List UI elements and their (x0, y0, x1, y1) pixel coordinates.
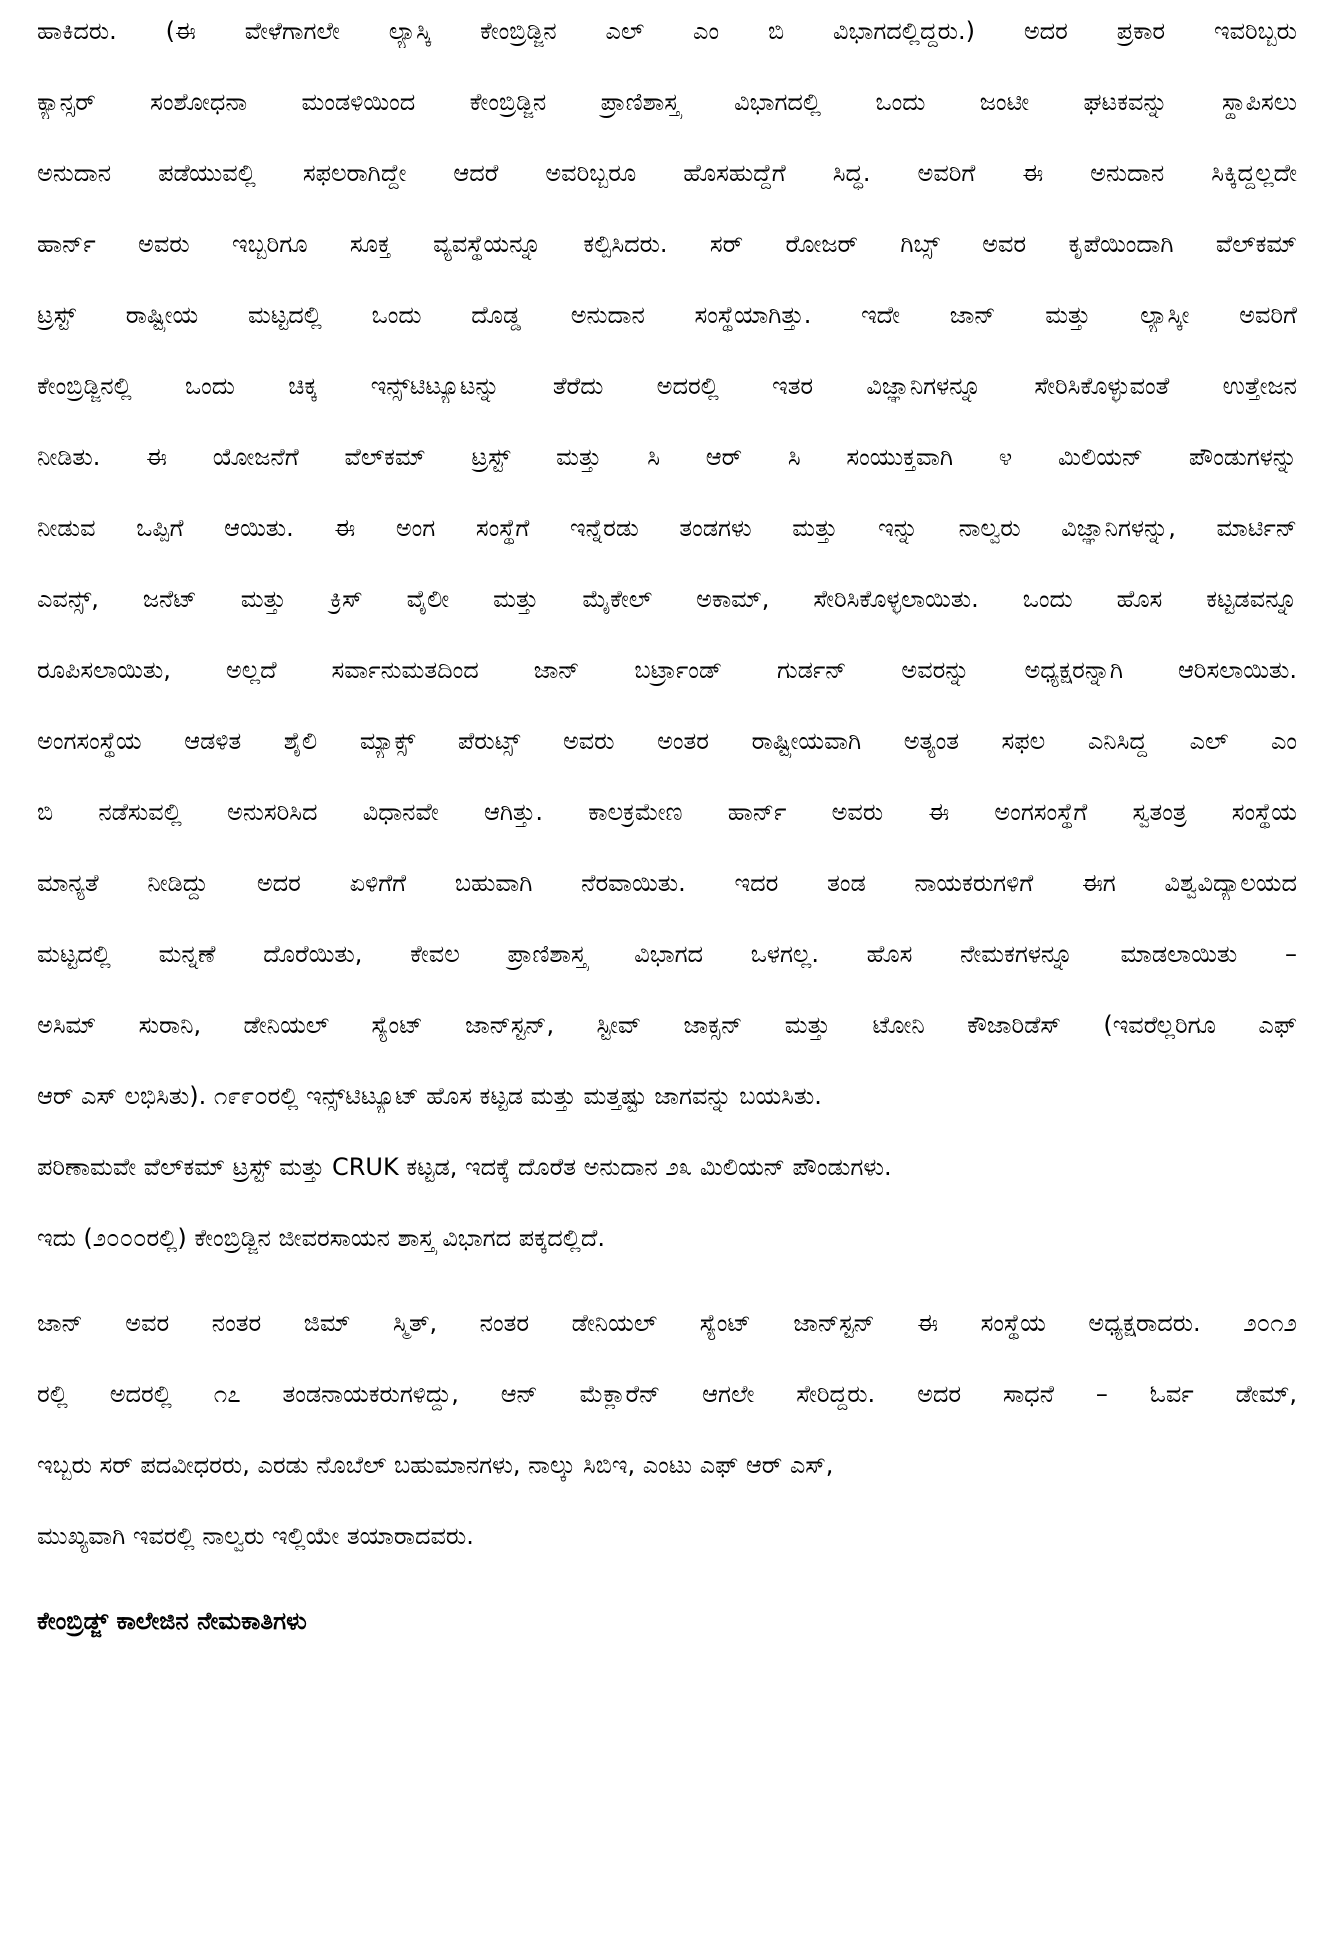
paragraph-1-line-15: ಅಸಿಮ್ ಸುರಾನಿ, ಡೇನಿಯಲ್ ಸ್ಯೆಂಟ್ ಜಾನ್‌ಸ್ಟನ್, ಸ್ಟೀವ್ ಜಾಕ್ಸನ್ ಮತ್ತು ಟೋನಿ ಕೌಜಾರಿಡೆಸ್ (ಇವರೆಲ್ಲರಿಗೂ ಎಫ್ (37, 1011, 1297, 1039)
paragraph-1-line-9: ಎವನ್ಸ್, ಜನೆಟ್ ಮತ್ತು ಕ್ರಿಸ್ ವೈಲೀ ಮತ್ತು ಮೈಕೇಲ್ ಅಕಾಮ್, ಸೇರಿಸಿಕೊಳ್ಳಲಾಯಿತು. ಒಂದು ಹೊಸ ಕಟ್ಟಡವನ್ನೂ (37, 585, 1297, 613)
paragraph-1-line-13: ಮಾನ್ಯತೆ ನೀಡಿದ್ದು ಅದರ ಏಳಿಗೆಗೆ ಬಹುವಾಗಿ ನೆರವಾಯಿತು. ಇದರ ತಂಡ ನಾಯಕರುಗಳಿಗೆ ಈಗ ವಿಶ್ವವಿದ್ಯಾಲಯದ (37, 869, 1297, 897)
paragraph-2-line-4: ಮುಖ್ಯವಾಗಿ ಇವರಲ್ಲಿ ನಾಲ್ವರು ಇಲ್ಲಿಯೇ ತಯಾರಾದವರು. (37, 1522, 474, 1550)
paragraph-1-line-6: ಕೇಂಬ್ರಿಡ್ಜಿನಲ್ಲಿ ಒಂದು ಚಿಕ್ಕ ಇನ್ಸ್‌ಟಿಟ್ಯೂಟನ್ನು ತೆರೆದು ಅದರಲ್ಲಿ ಇತರ ವಿಜ್ಞಾನಿಗಳನ್ನೂ ಸೇರಿಸಿಕೊಳ್ಳುವಂತೆ ಉತ್ತೇಜನ (37, 372, 1297, 400)
paragraph-2-line-3: ಇಬ್ಬರು ಸರ್ ಪದವೀಧರರು, ಎರಡು ನೊಬೆಲ್ ಬಹುಮಾನಗಳು, ನಾಲ್ಕು ಸಿಬಿಇ, ಎಂಟು ಎಫ್ ಆರ್ ಎಸ್, (37, 1451, 834, 1479)
paragraph-1-line-1: ಹಾಕಿದರು. (ಈ ವೇಳೆಗಾಗಲೇ ಲ್ಯಾಸ್ಕಿ ಕೇಂಬ್ರಿಡ್ಜಿನ ಎಲ್ ಎಂ ಬಿ ವಿಭಾಗದಲ್ಲಿದ್ದರು.) ಅದರ ಪ್ರಕಾರ ಇವರಿಬ್ಬರು (37, 17, 1297, 45)
paragraph-1-line-2: ಕ್ಯಾನ್ಸರ್ ಸಂಶೋಧನಾ ಮಂಡಳಿಯಿಂದ ಕೇಂಬ್ರಿಡ್ಜಿನ ಪ್ರಾಣಿಶಾಸ್ತ್ರ ವಿಭಾಗದಲ್ಲಿ ಒಂದು ಜಂಟೀ ಘಟಕವನ್ನು ಸ್ಥಾಪಿಸಲು (37, 88, 1297, 116)
paragraph-2-line-2: ರಲ್ಲಿ ಅದರಲ್ಲಿ ೧೭ ತಂಡನಾಯಕರುಗಳಿದ್ದು, ಆನ್ ಮೆಕ್ಲಾರೆನ್ ಆಗಲೇ ಸೇರಿದ್ದರು. ಅದರ ಸಾಧನೆ – ಓರ್ವ ಡೇಮ್, (37, 1380, 1297, 1408)
paragraph-1-line-11: ಅಂಗಸಂಸ್ಥೆಯ ಆಡಳಿತ ಶೈಲಿ ಮ್ಯಾಕ್ಸ್ ಪೆರುಟ್ಸ್ ಅವರು ಅಂತರ ರಾಷ್ಟ್ರೀಯವಾಗಿ ಅತ್ಯಂತ ಸಫಲ ಎನಿಸಿದ್ದ ಎಲ್ ಎಂ (37, 727, 1297, 755)
paragraph-1-line-17: ಪರಿಣಾಮವೇ ವೆಲ್‌ಕಮ್ ಟ್ರಸ್ಟ್ ಮತ್ತು CRUK ಕಟ್ಟಡ, ಇದಕ್ಕೆ ದೊರೆತ ಅನುದಾನ ೨೩ ಮಿಲಿಯನ್ ಪೌಂಡುಗಳು. (37, 1153, 892, 1181)
paragraph-1-line-12: ಬಿ ನಡೆಸುವಲ್ಲಿ ಅನುಸರಿಸಿದ ವಿಧಾನವೇ ಆಗಿತ್ತು. ಕಾಲಕ್ರಮೇಣ ಹಾರ್ನ್ ಅವರು ಈ ಅಂಗಸಂಸ್ಥೆಗೆ ಸ್ವತಂತ್ರ ಸಂಸ್ಥೆಯ (37, 798, 1297, 826)
paragraph-1-line-8: ನೀಡುವ ಒಪ್ಪಿಗೆ ಆಯಿತು. ಈ ಅಂಗ ಸಂಸ್ಥೆಗೆ ಇನ್ನೆರಡು ತಂಡಗಳು ಮತ್ತು ಇನ್ನು ನಾಲ್ವರು ವಿಜ್ಞಾನಿಗಳನ್ನು, ಮಾರ್ಟಿನ್ (37, 514, 1297, 542)
paragraph-1-line-7: ನೀಡಿತು. ಈ ಯೋಜನೆಗೆ ವೆಲ್‌ಕಮ್ ಟ್ರಸ್ಟ್ ಮತ್ತು ಸಿ ಆರ್ ಸಿ ಸಂಯುಕ್ತವಾಗಿ ೪ ಮಿಲಿಯನ್ ಪೌಂಡುಗಳನ್ನು (37, 443, 1297, 471)
paragraph-1-line-18: ಇದು (೨೦೦೦ರಲ್ಲಿ) ಕೇಂಬ್ರಿಡ್ಜಿನ ಜೀವರಸಾಯನ ಶಾಸ್ತ್ರ ವಿಭಾಗದ ಪಕ್ಕದಲ್ಲಿದೆ. (37, 1224, 605, 1252)
paragraph-1-line-4: ಹಾರ್ನ್ ಅವರು ಇಬ್ಬರಿಗೂ ಸೂಕ್ತ ವ್ಯವಸ್ಥೆಯನ್ನೂ ಕಲ್ಪಿಸಿದರು. ಸರ್ ರೋಜರ್ ಗಿಬ್ಸ್ ಅವರ ಕೃಪೆಯಿಂದಾಗಿ ವೆಲ್‌ಕಮ್ (37, 230, 1297, 258)
paragraph-2-line-1: ಜಾನ್ ಅವರ ನಂತರ ಜಿಮ್ ಸ್ಮಿತ್, ನಂತರ ಡೇನಿಯಲ್ ಸ್ಯೆಂಟ್ ಜಾನ್‌ಸ್ಟನ್ ಈ ಸಂಸ್ಥೆಯ ಅಧ್ಯಕ್ಷರಾದರು. ೨೦೧೨ (37, 1309, 1297, 1337)
paragraph-1-line-10: ರೂಪಿಸಲಾಯಿತು, ಅಲ್ಲದೆ ಸರ್ವಾನುಮತದಿಂದ ಜಾನ್ ಬರ್ಟ್ರಾಂಡ್ ಗುರ್ಡನ್ ಅವರನ್ನು ಅಧ್ಯಕ್ಷರನ್ನಾಗಿ ಆರಿಸಲಾಯಿತು. (37, 656, 1297, 684)
paragraph-1-line-14: ಮಟ್ಟದಲ್ಲಿ ಮನ್ನಣೆ ದೊರೆಯಿತು, ಕೇವಲ ಪ್ರಾಣಿಶಾಸ್ತ್ರ ವಿಭಾಗದ ಒಳಗಲ್ಲ. ಹೊಸ ನೇಮಕಗಳನ್ನೂ ಮಾಡಲಾಯಿತು – (37, 940, 1297, 968)
section-heading: ಕೇಂಬ್ರಿಡ್ಜ್ ಕಾಲೇಜಿನ ನೇಮಕಾತಿಗಳು (37, 1607, 307, 1635)
paragraph-1-line-3: ಅನುದಾನ ಪಡೆಯುವಲ್ಲಿ ಸಫಲರಾಗಿದ್ದೇ ಆದರೆ ಅವರಿಬ್ಬರೂ ಹೊಸಹುದ್ದೆಗೆ ಸಿದ್ಧ. ಅವರಿಗೆ ಈ ಅನುದಾನ ಸಿಕ್ಕಿದ್ದಲ್ಲದೇ (37, 159, 1297, 187)
paragraph-1-line-5: ಟ್ರಸ್ಟ್ ರಾಷ್ಟ್ರೀಯ ಮಟ್ಟದಲ್ಲಿ ಒಂದು ದೊಡ್ಡ ಅನುದಾನ ಸಂಸ್ಥೆಯಾಗಿತ್ತು. ಇದೇ ಜಾನ್ ಮತ್ತು ಲ್ಯಾಸ್ಕೀ ಅವರಿಗೆ (37, 301, 1297, 329)
paragraph-1-line-16: ಆರ್ ಎಸ್ ಲಭಿಸಿತು). ೧೯೯೦ರಲ್ಲಿ ಇನ್ಸ್‌ಟಿಟ್ಯೂಟ್ ಹೊಸ ಕಟ್ಟಡ ಮತ್ತು ಮತ್ತಷ್ಟು ಜಾಗವನ್ನು ಬಯಸಿತು. (37, 1082, 822, 1110)
